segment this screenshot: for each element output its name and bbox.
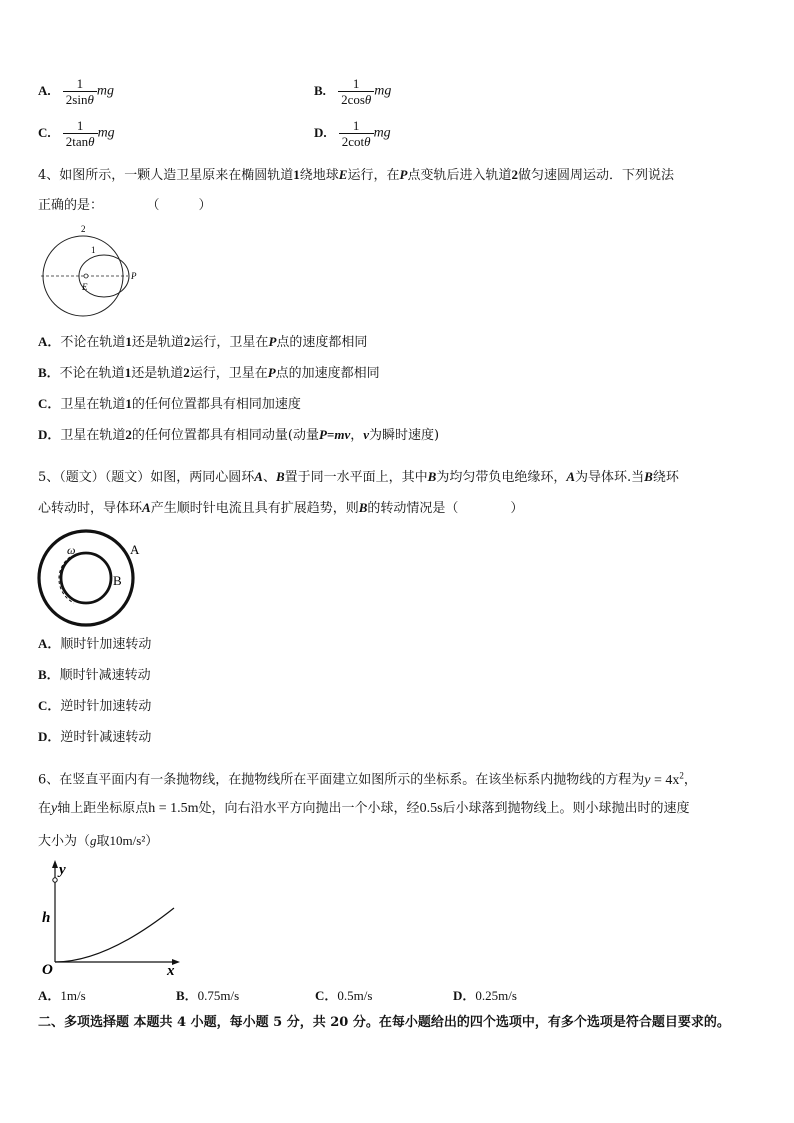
q4-option-b: B．不论在轨道1还是轨道2运行，卫星在P点的加速度都相同 <box>38 365 380 381</box>
launch-point <box>53 878 57 882</box>
answer-bracket: （ ） <box>153 198 212 213</box>
fraction: $\frac{1}{2\tan\theta}$ <box>63 118 98 149</box>
q5-option-c: C．逆时针加速转动 <box>38 698 152 714</box>
point-p-label: P <box>131 271 137 281</box>
option-label: C. <box>38 125 51 140</box>
q4-stem-line2: 正确的是： （ ） <box>38 198 212 213</box>
orbit-2-label: 2 <box>81 224 86 234</box>
q3-option-d: D. $\frac{1}{2\cot\theta}$ mg <box>314 118 391 149</box>
fraction: $\frac{1}{2\sin\theta}$ <box>63 76 97 107</box>
q4-stem-line1: 4、如图所示，一颗人造卫星原来在椭圆轨道1绕地球E运行，在P点变轨后进入轨道2做匀速圆周运动．下列说法 <box>38 167 674 183</box>
origin-label: O <box>42 962 53 978</box>
section-2-heading: 二、多项选择题 本题共 4 小题，每小题 5 分，共 20 分。在每小题给出的四个选项中，有多个选项是符合题目要求的。 <box>38 1015 730 1030</box>
h-label: h <box>42 910 51 926</box>
fraction: $\frac{1}{2\cos\theta}$ <box>338 76 374 107</box>
q6-stem-line2: 在y轴上距坐标原点h = 1.5m处，向右沿水平方向抛出一个小球，经0.5s后小球落到抛物线上。则小球抛出时的速度 <box>38 801 690 816</box>
q4-option-a: A．不论在轨道1还是轨道2运行，卫星在P点的速度都相同 <box>38 334 368 350</box>
option-label: A. <box>38 83 51 98</box>
q6-option-a: A．1m/s <box>38 988 86 1003</box>
y-axis-label: y <box>59 862 66 878</box>
q5-ring-figure <box>36 526 148 630</box>
orbit-1-label: 1 <box>91 245 96 255</box>
fraction: $\frac{1}{2\cot\theta}$ <box>339 118 374 149</box>
q4-option-d: D．卫星在轨道2的任何位置都具有相同动量(动量P=mv，v为瞬时速度) <box>38 427 440 443</box>
q5-stem-line2: 心转动时，导体环A产生顺时针电流且具有扩展趋势，则B的转动情况是（ ） <box>38 500 524 516</box>
y-axis-arrow <box>52 860 58 868</box>
earth-dot <box>84 274 88 278</box>
ring-b-label: B <box>113 573 122 588</box>
q5-option-b: B．顺时针减速转动 <box>38 667 151 683</box>
q6-stem-line1: 6、在竖直平面内有一条抛物线，在抛物线所在平面建立如图所示的坐标系。在该坐标系内抛物线的方程为$y = 4x^2$， <box>38 770 697 788</box>
q3-option-c: C. $\frac{1}{2\tan\theta}$ mg <box>38 118 115 149</box>
q6-stem-line3: 大小为（g取10m/s²） <box>38 833 159 849</box>
q6-option-c: C．0.5m/s <box>315 988 373 1003</box>
q4-option-c: C．卫星在轨道1的任何位置都具有相同加速度 <box>38 396 301 412</box>
x-axis-label: x <box>167 963 175 978</box>
q5-option-d: D．逆时针减速转动 <box>38 729 152 745</box>
q3-option-b: B. $\frac{1}{2\cos\theta}$ mg <box>314 76 392 107</box>
q6-parabola-figure <box>36 858 186 978</box>
ring-b-inner <box>61 553 111 603</box>
option-label: B. <box>314 83 326 98</box>
q3-option-a: A. $\frac{1}{2\sin\theta}$ mg <box>38 76 114 107</box>
q5-option-a: A．顺时针加速转动 <box>38 636 152 652</box>
ring-a-label: A <box>130 542 140 557</box>
q5-stem-line1: 5、（题文）（题文）如图，两同心圆环A、B置于同一水平面上，其中B为均匀带负电绝缘环，A为导体环.当B绕环 <box>38 469 679 485</box>
q6-option-b: B．0.75m/s <box>176 988 240 1003</box>
parabola-curve <box>55 908 174 962</box>
earth-label: E <box>82 282 88 292</box>
q6-option-d: D．0.25m/s <box>453 988 517 1003</box>
q4-orbit-figure <box>36 222 144 318</box>
omega-label: ω <box>67 543 76 557</box>
option-label: D. <box>314 125 327 140</box>
